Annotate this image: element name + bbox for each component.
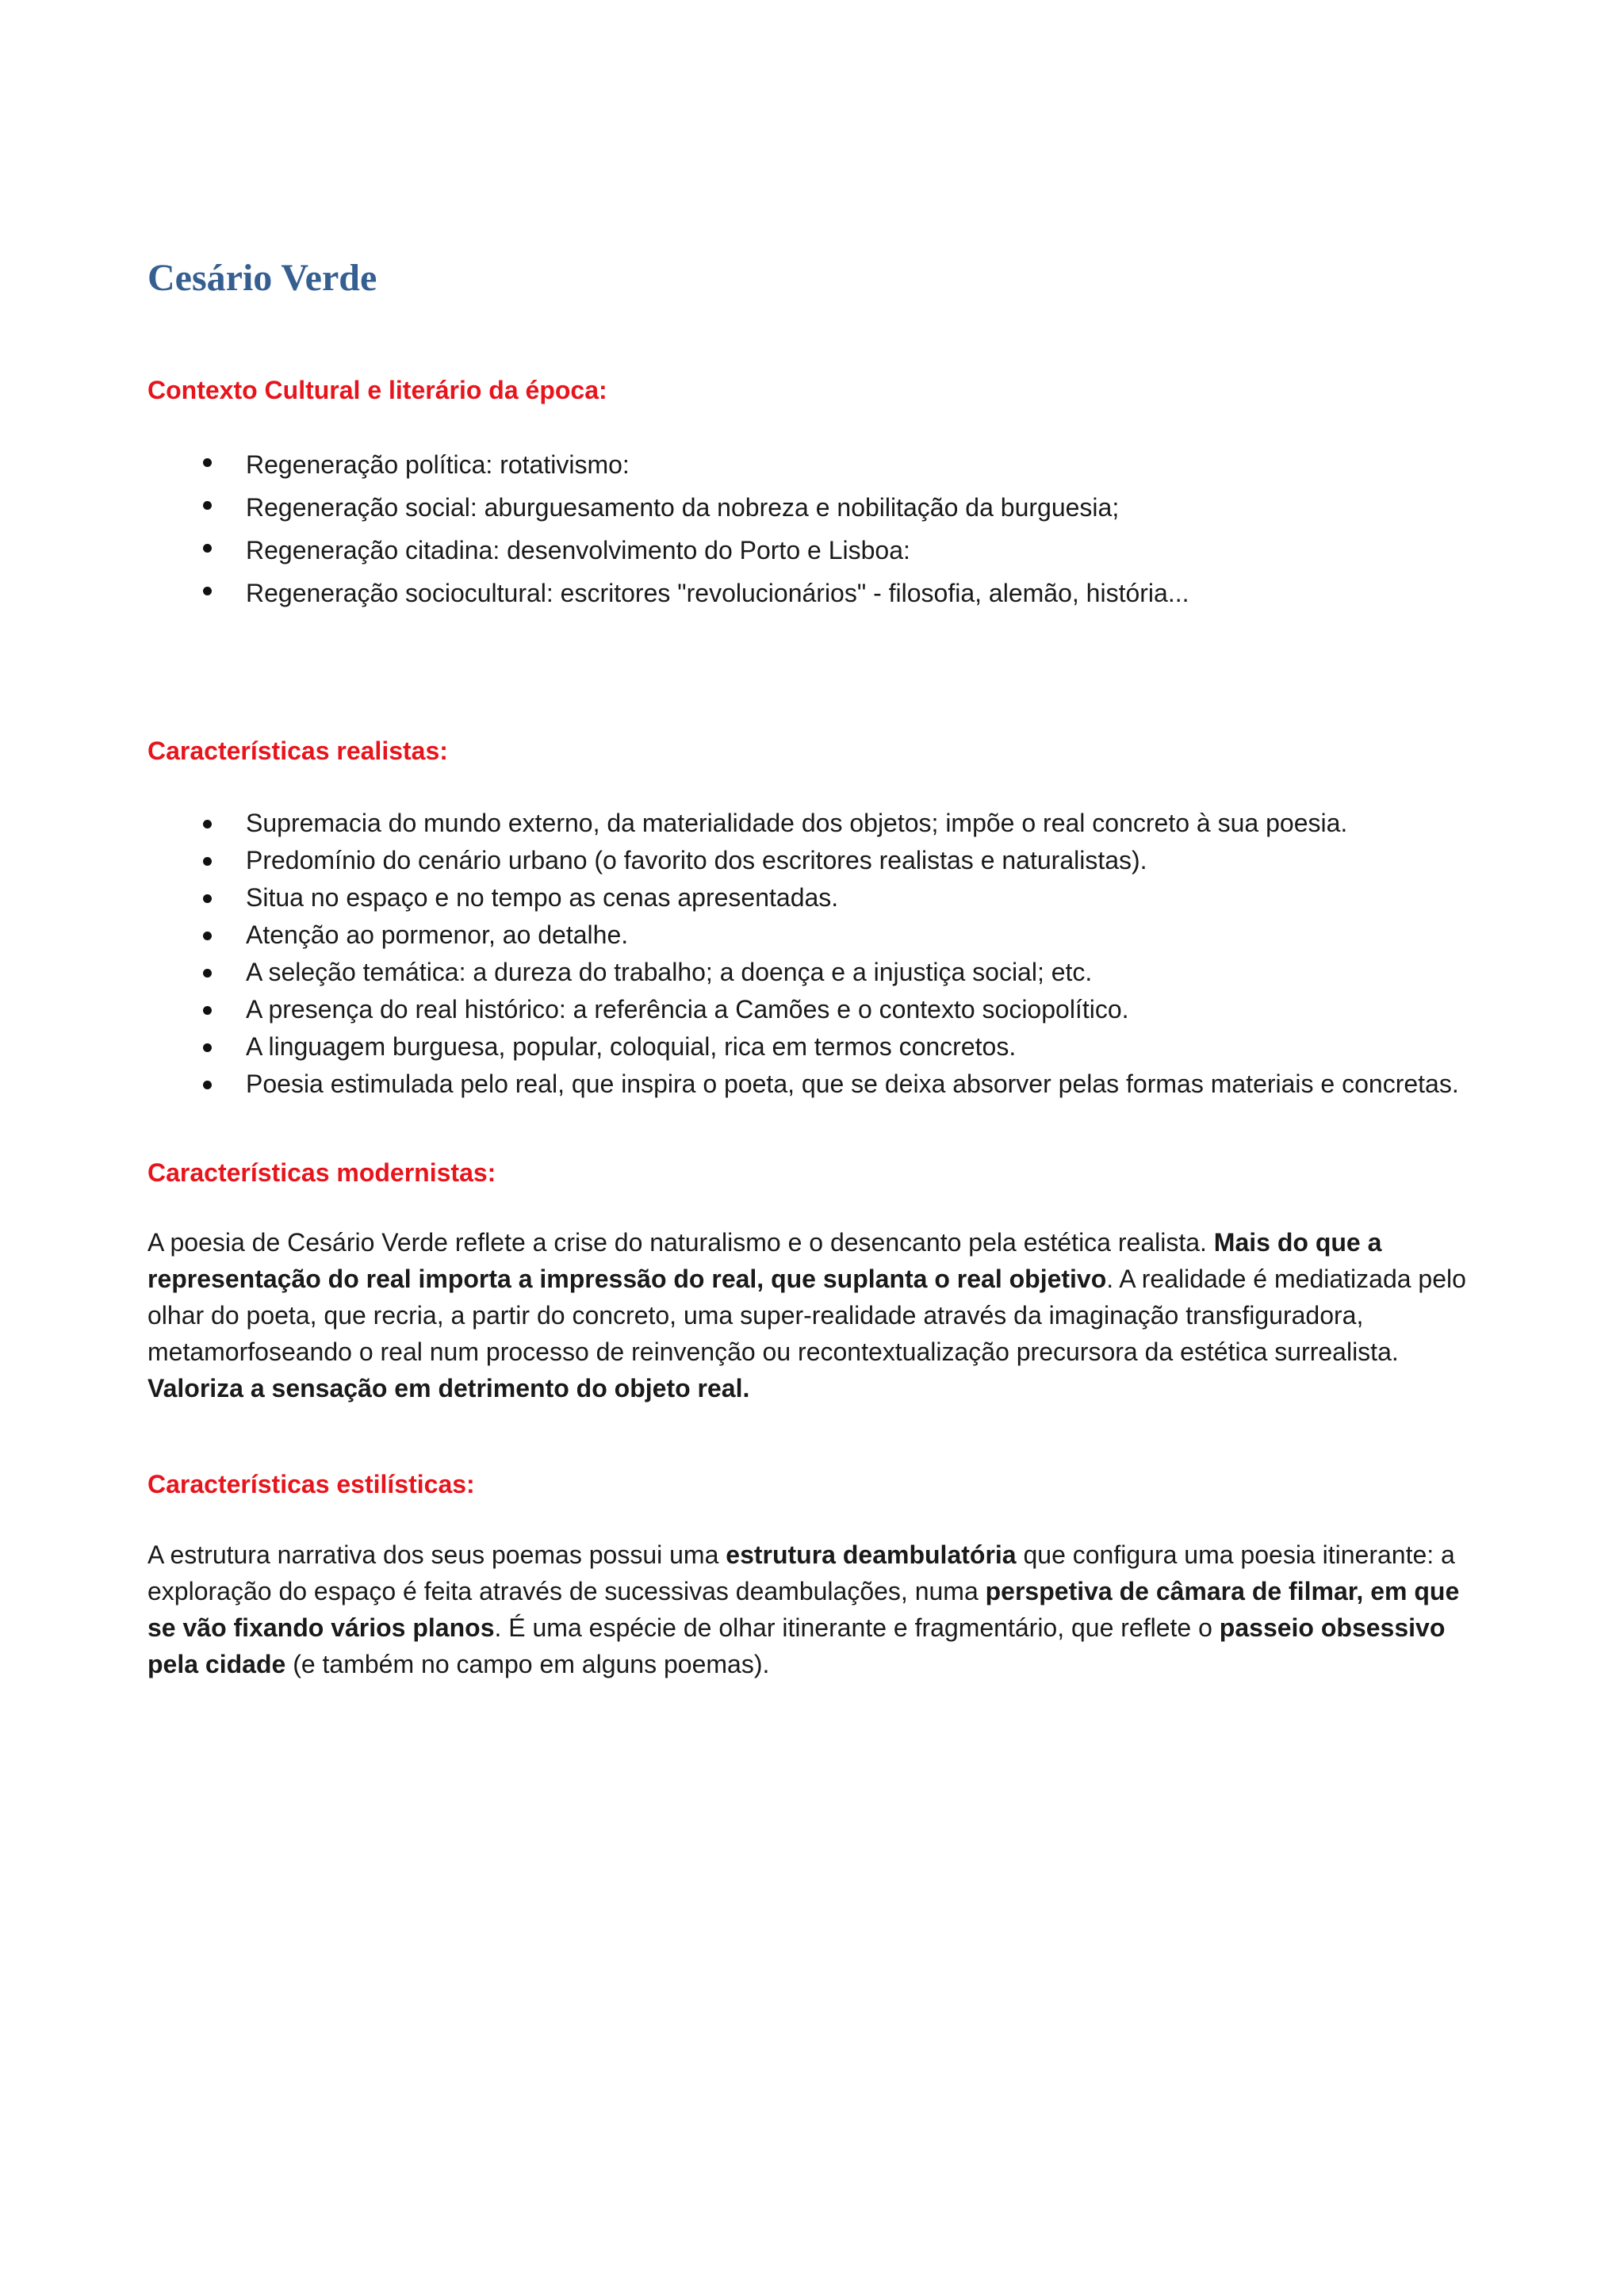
paragraph-text: A estrutura narrativa dos seus poemas possui uma [147,1540,726,1569]
paragraph-bold-text: estrutura deambulatória [726,1540,1017,1569]
paragraph-bold-text: perspetiva de câmara de filmar, em que se vão fixando vários planos [147,1576,1460,1642]
bullet-icon [203,894,212,903]
list-item-text: Poesia estimulada pelo real, que inspira o poeta, que se deixa absorver pelas formas materiais e concretas. [246,1069,1459,1098]
paragraph-modernistas [147,1224,1480,1406]
list-item [147,842,1480,879]
bullet-icon [203,820,212,828]
paragraph-estilisticas [147,1536,1480,1682]
document-content [147,255,1480,1682]
list-item [147,1028,1480,1066]
list-item-text: A seleção temática: a dureza do trabalho; a doença e a injustiça social; etc. [246,957,1093,986]
list-item [147,572,1480,614]
document-title: Cesário Verde [147,257,377,299]
bullet-icon [203,932,212,940]
list-item-text: Supremacia do mundo externo, da materialidade dos objetos; impõe o real concreto à sua poesia. [246,808,1348,837]
list-item-text: Predomínio do cenário urbano (o favorito dos escritores realistas e naturalistas). [246,845,1147,874]
list-item-text: Regeneração política: rotativismo: [246,450,630,480]
bullet-icon [203,587,212,595]
list-item-text: Regeneração sociocultural: escritores "revolucionários" - filosofia, alemão, história... [246,579,1189,608]
bullet-icon [203,969,212,978]
paragraph-text: A poesia de Cesário Verde reflete a crise do naturalismo e o desencanto pela estética realista. [147,1228,1214,1257]
section-heading-contexto: Contexto Cultural e literário da época: [147,375,607,404]
bullet-icon [203,458,212,467]
list-item [147,1066,1480,1103]
bullet-icon [203,1081,212,1089]
paragraph-bold-text: passeio obsessivo pela cidade [147,1613,1446,1678]
list-item-text: Situa no espaço e no tempo as cenas apresentadas. [246,882,839,912]
list-item [147,991,1480,1028]
bullet-icon [203,501,212,510]
section-heading-realistas: Características realistas: [147,737,448,766]
list-item-text: A presença do real histórico: a referência a Camões e o contexto sociopolítico. [246,994,1129,1024]
list-item [147,443,1480,486]
list-item-text: A linguagem burguesa, popular, coloquial, rica em termos concretos. [246,1031,1017,1061]
paragraph-text: que configura uma poesia itinerante: a exploração do espaço é feita através de sucessivas deambulações, numa [147,1540,1455,1605]
bullet-list-realistas [147,805,1480,1103]
list-item [147,879,1480,916]
bullet-icon [203,1006,212,1015]
list-item-text: Atenção ao pormenor, ao detalhe. [246,920,629,949]
paragraph-bold-text: Valoriza a sensação em detrimento do objeto real. [147,1374,750,1403]
bullet-icon [203,544,212,553]
list-item [147,805,1480,842]
list-item [147,529,1480,572]
list-item [147,486,1480,529]
bullet-icon [203,1043,212,1052]
paragraph-bold-text: Mais do que a representação do real importa a impressão do real, que suplanta o real objetivo [147,1228,1382,1294]
list-item [147,916,1480,954]
paragraph-text: . A realidade é mediatizada pelo olhar do poeta, que recria, a partir do concreto, uma super-realidade através da imaginação transfiguradora, metamorfoseando o real num processo de reinvenção ou recontextualização precursora da estética surrealista. [147,1265,1466,1367]
bullet-list-contexto [147,443,1480,614]
bullet-icon [203,857,212,866]
list-item [147,954,1480,991]
section-heading-modernistas: Características modernistas: [147,1158,496,1187]
list-item-text: Regeneração social: aburguesamento da nobreza e nobilitação da burguesia; [246,493,1120,522]
paragraph-text: (e também no campo em alguns poemas). [285,1649,770,1678]
list-item-text: Regeneração citadina: desenvolvimento do Porto e Lisboa: [246,536,910,565]
paragraph-text: . É uma espécie de olhar itinerante e fragmentário, que reflete o [494,1613,1220,1642]
section-heading-estilisticas: Características estilísticas: [147,1470,475,1499]
